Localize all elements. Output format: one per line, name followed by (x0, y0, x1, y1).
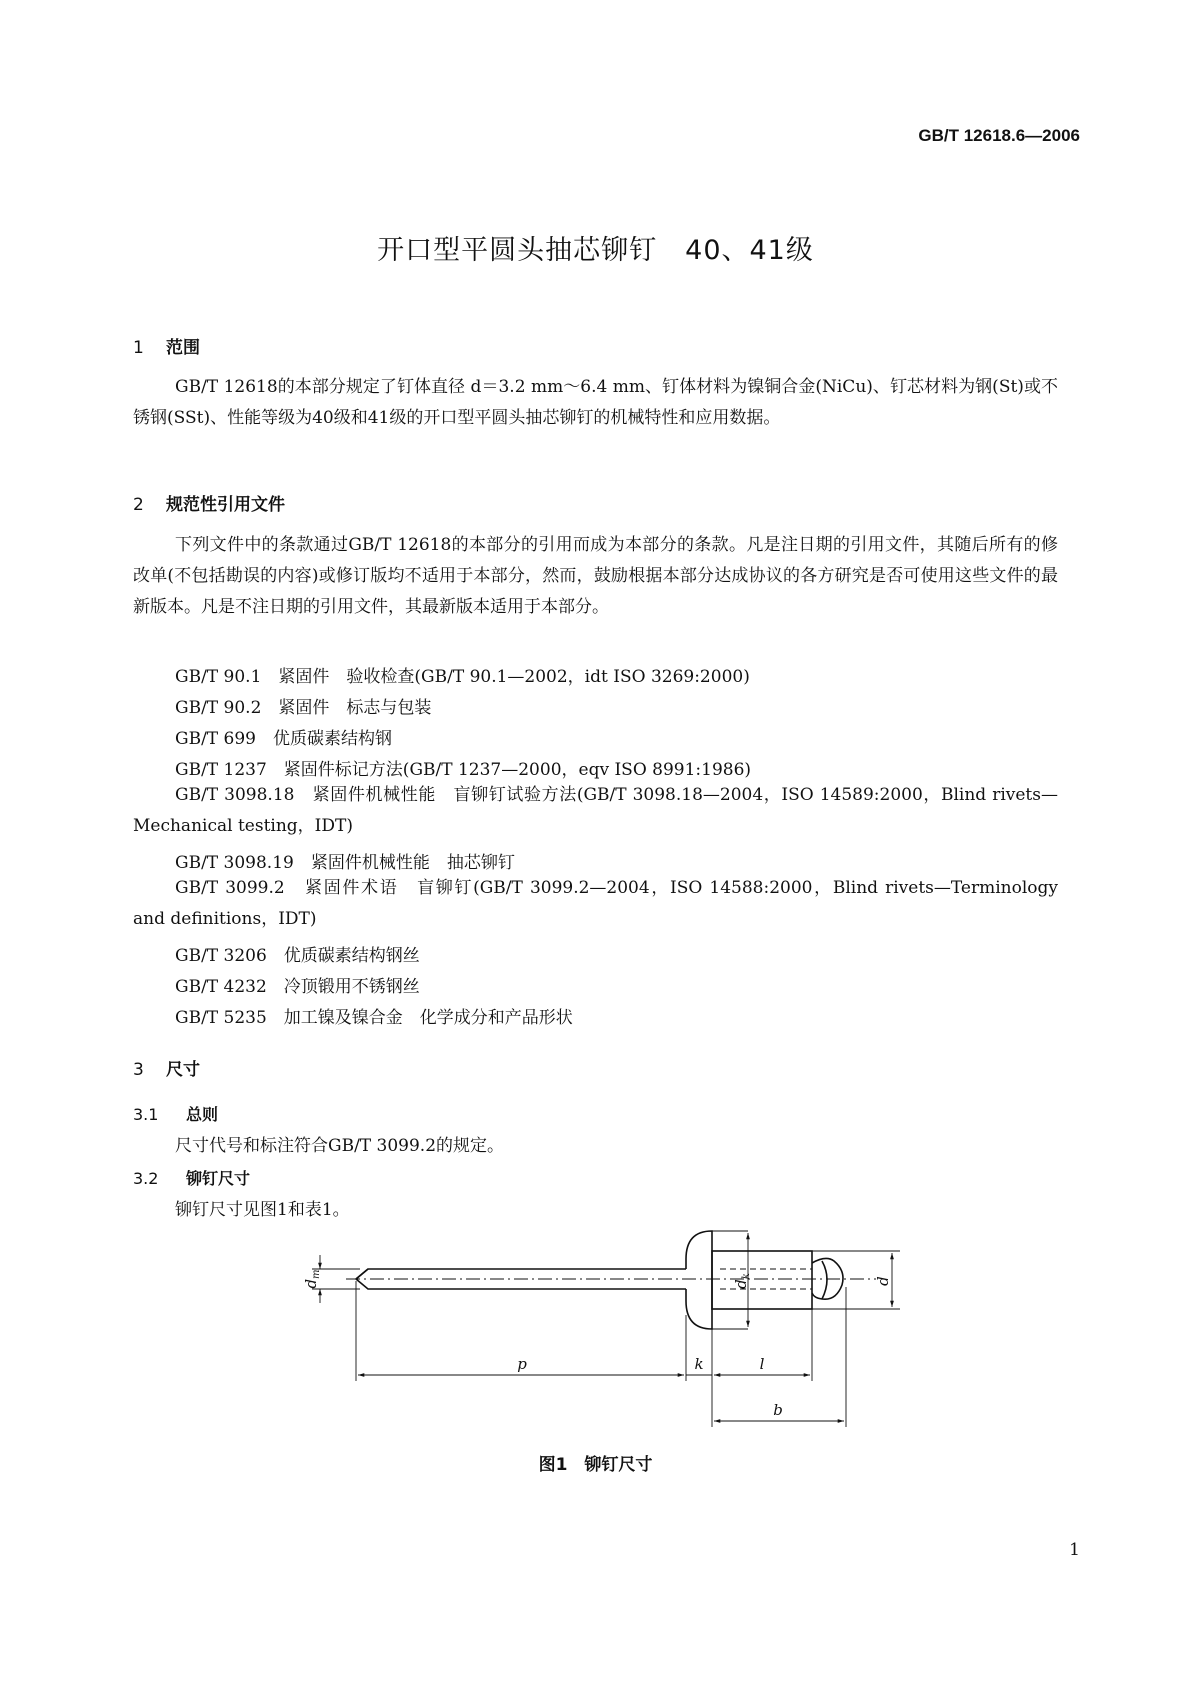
section-number: 1 (133, 338, 144, 358)
dk-label: $d_k$ (732, 1273, 752, 1289)
section-3-heading (133, 1055, 200, 1080)
mandrel-tip (356, 1269, 368, 1279)
l-label: l (759, 1355, 765, 1373)
rivet-dimension-figure (0, 1225, 1191, 1445)
reference-item: GB/T 90.2 紧固件 标志与包装 (175, 698, 432, 718)
figure-caption: 图1 铆钉尺寸 (538, 1455, 653, 1475)
k-label: k (694, 1355, 704, 1373)
d-label: d (874, 1276, 892, 1286)
reference-item: GB/T 699 优质碳素结构钢 (175, 729, 392, 749)
reference-item: GB/T 3206 优质碳素结构钢丝 (175, 946, 420, 966)
mandrel-bottom (356, 1279, 686, 1289)
p-label: p (517, 1355, 527, 1373)
section-1-text: GB/T 12618的本部分规定了钉体直径 d＝3.2 mm～6.4 mm、钉体材料为镍铜合金(NiCu)、钉芯材料为钢(St)或不锈钢(SSt)、性能等级为40级和41级的开口型平圆头抽芯铆钉的机械特性和应用数据。 (133, 377, 1058, 428)
section-3-1-text: 尺寸代号和标注符合GB/T 3099.2的规定。 (175, 1136, 505, 1156)
section-number: 2 (133, 495, 144, 515)
section-title: 总则 (186, 1105, 219, 1124)
section-title: 尺寸 (166, 1060, 200, 1080)
section-3-2-heading (133, 1166, 250, 1189)
section-title: 规范性引用文件 (166, 495, 285, 515)
mandrel-ball-inner (822, 1261, 827, 1299)
b-label: b (773, 1401, 783, 1419)
section-title: 铆钉尺寸 (186, 1169, 251, 1188)
section-2-text: 下列文件中的条款通过GB/T 12618的本部分的引用而成为本部分的条款。凡是注日期的引用文件，其随后所有的修改单(不包括勘误的内容)或修订版均不适用于本部分，然而，鼓励根据本部分达成协议的各方研究是否可使用这些文件的最新版本。凡是不注日期的引用文件，其最新版本适用于本部分。 (133, 535, 1058, 617)
page-number: 1 (1069, 1540, 1080, 1560)
section-title: 范围 (166, 338, 200, 358)
reference-item: GB/T 3099.2 紧固件术语 盲铆钉(GB/T 3099.2—2004，ISO 14588:2000，Blind rivets—Terminology and definitions，IDT) (133, 878, 1058, 929)
section-3-2-text: 铆钉尺寸见图1和表1。 (175, 1200, 350, 1220)
rivet-head (686, 1231, 712, 1329)
reference-item: GB/T 4232 冷顶锻用不锈钢丝 (175, 977, 420, 997)
reference-item: GB/T 3098.19 紧固件机械性能 抽芯铆钉 (175, 853, 515, 873)
document-title: 开口型平圆头抽芯铆钉 40、41级 (377, 235, 814, 266)
reference-item: GB/T 5235 加工镍及镍合金 化学成分和产品形状 (175, 1008, 573, 1028)
section-2-heading (133, 490, 285, 515)
section-number: 3.2 (133, 1169, 159, 1188)
standard-number: GB/T 12618.6—2006 (918, 126, 1080, 145)
dm-label: $d_m$ (302, 1269, 322, 1289)
reference-item: GB/T 3098.18 紧固件机械性能 盲铆钉试验方法(GB/T 3098.18—2004，ISO 14589:2000，Blind rivets—Mechanical testing，IDT) (133, 785, 1058, 836)
section-number: 3.1 (133, 1105, 159, 1124)
section-number: 3 (133, 1060, 144, 1080)
section-1-heading (133, 333, 200, 358)
reference-item: GB/T 1237 紧固件标记方法(GB/T 1237—2000，eqv ISO 8991:1986) (175, 760, 752, 780)
reference-item: GB/T 90.1 紧固件 验收检查(GB/T 90.1—2002，idt ISO 3269:2000) (175, 667, 750, 687)
rivet-body (712, 1251, 812, 1309)
mandrel-top (356, 1269, 686, 1279)
section-3-1-heading (133, 1102, 218, 1125)
